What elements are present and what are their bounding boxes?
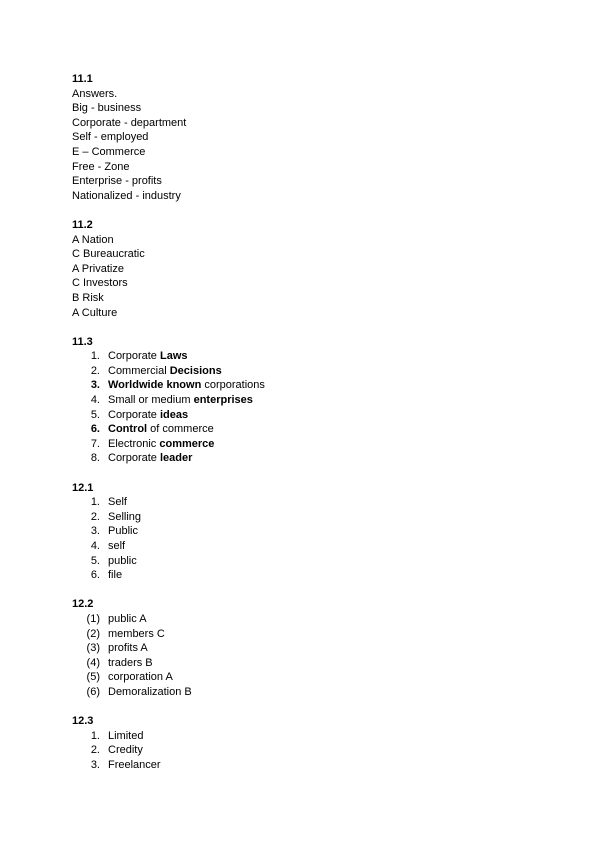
list-item <box>72 743 552 758</box>
answer-content <box>72 72 552 787</box>
answer-line: C Investors <box>72 277 128 290</box>
item-text: Corporate <box>108 408 160 421</box>
item-number: 2. <box>90 510 100 523</box>
list-item <box>72 378 552 393</box>
answer-line: Nationalized - industry <box>72 189 181 202</box>
list-item <box>72 495 552 510</box>
item-number: (6) <box>86 685 100 698</box>
item-number: 5. <box>90 408 100 421</box>
item-number: 1. <box>90 350 100 363</box>
item-text: Small or medium <box>108 394 194 407</box>
list-item <box>72 554 552 569</box>
list-item <box>72 451 552 466</box>
item-text-tail: of commerce <box>147 423 214 436</box>
answer-line: Corporate - department <box>72 116 187 129</box>
item-number: (2) <box>86 627 100 640</box>
list-item <box>72 364 552 379</box>
item-number: 3. <box>90 758 100 771</box>
section-12-1 <box>72 481 552 583</box>
answer-line: B Risk <box>72 291 104 304</box>
item-text-tail: corporations <box>201 379 265 392</box>
section-11-1 <box>72 72 552 203</box>
list-item <box>72 670 552 685</box>
answer-line: Enterprise - profits <box>72 175 162 188</box>
section-heading: 11.2 <box>72 218 93 231</box>
answer-line: A Culture <box>72 306 118 319</box>
item-bold-text: commerce <box>159 437 215 450</box>
item-text: Self <box>108 496 127 509</box>
list-item <box>72 422 552 437</box>
section-heading: 12.3 <box>72 715 94 728</box>
item-text: file <box>108 569 123 582</box>
item-bold-text: Decisions <box>169 364 222 377</box>
list-item <box>72 627 552 642</box>
item-text: public <box>108 554 137 567</box>
item-number: (4) <box>86 656 100 669</box>
answer-line: Answers. <box>72 87 118 100</box>
item-text: Limited <box>108 729 144 742</box>
section-heading: 11.3 <box>72 335 93 348</box>
section-12-2 <box>72 597 552 699</box>
item-text: profits A <box>108 642 148 655</box>
answer-line: A Privatize <box>72 262 124 275</box>
list-item <box>72 408 552 423</box>
item-number: (1) <box>86 612 100 625</box>
item-text: Selling <box>108 510 142 523</box>
list-item <box>72 568 552 583</box>
list-item <box>72 729 552 744</box>
answer-line: A Nation <box>72 233 114 246</box>
section-heading: 12.1 <box>72 481 94 494</box>
item-text: Electronic <box>108 437 160 450</box>
item-text: corporation A <box>108 671 173 684</box>
item-number: 6. <box>90 423 100 436</box>
answer-line: E – Commerce <box>72 145 146 158</box>
section-heading: 12.2 <box>72 598 94 611</box>
list-item <box>72 349 552 364</box>
item-number: (3) <box>86 642 100 655</box>
list-item <box>72 539 552 554</box>
item-bold-text: Laws <box>159 350 188 363</box>
list-item <box>72 510 552 525</box>
item-number: 7. <box>90 437 100 450</box>
item-number: 4. <box>90 394 100 407</box>
item-number: 2. <box>90 364 100 377</box>
list-item <box>72 612 552 627</box>
list-item <box>72 393 552 408</box>
item-text: self <box>108 540 126 552</box>
section-11-3 <box>72 335 552 466</box>
item-text: Corporate <box>108 452 160 465</box>
list-item <box>72 656 552 671</box>
answer-line: Big - business <box>72 102 142 115</box>
item-text: Commercial <box>108 364 170 377</box>
item-number: 3. <box>90 525 100 538</box>
item-number: 1. <box>90 496 100 509</box>
item-number: 2. <box>90 744 100 757</box>
list-item <box>72 685 552 700</box>
item-text: Freelancer <box>108 758 161 771</box>
section-12-3 <box>72 714 552 772</box>
item-bold-text: leader <box>159 452 193 465</box>
list-item <box>72 641 552 656</box>
item-number: 3. <box>90 379 100 392</box>
answer-line: Self - employed <box>72 131 149 144</box>
item-number: 8. <box>90 452 100 465</box>
item-text: Demoralization B <box>108 685 192 698</box>
item-bold-text: Worldwide known <box>108 379 202 392</box>
item-text: Credity <box>108 744 143 757</box>
section-heading: 11.1 <box>72 73 93 85</box>
item-bold-text: Control <box>108 423 148 436</box>
item-bold-text: enterprises <box>193 394 253 407</box>
item-bold-text: ideas <box>159 408 189 421</box>
item-text: public A <box>108 612 147 625</box>
item-number: 4. <box>90 540 100 552</box>
section-11-2 <box>72 218 552 320</box>
answer-line: C Bureaucratic <box>72 248 145 261</box>
answer-line: Free - Zone <box>72 160 130 173</box>
item-number: 1. <box>90 729 100 742</box>
list-item <box>72 437 552 452</box>
item-text: Corporate <box>108 350 160 363</box>
item-text: members C <box>108 627 165 640</box>
item-number: 6. <box>90 569 100 582</box>
item-text: Public <box>108 525 138 538</box>
list-item <box>72 524 552 539</box>
list-item <box>72 758 552 773</box>
item-number: 5. <box>90 554 100 567</box>
item-number: (5) <box>86 671 100 684</box>
item-text: traders B <box>108 656 153 669</box>
